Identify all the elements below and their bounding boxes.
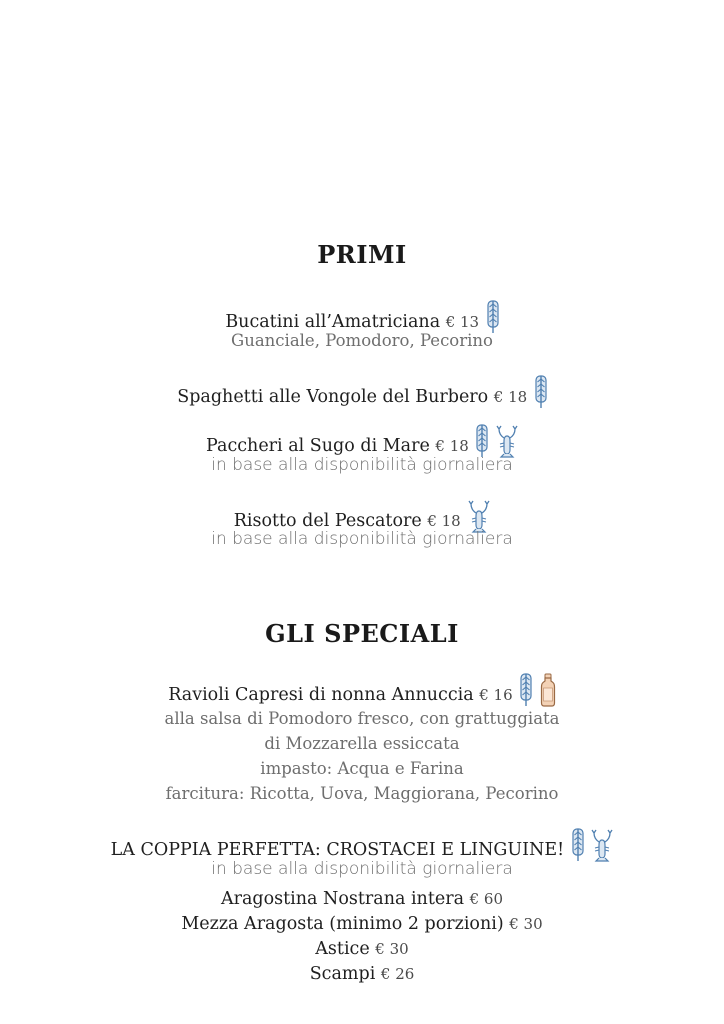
dish-name: Paccheri al Sugo di Mare	[206, 436, 430, 456]
wheat-icon	[476, 424, 488, 458]
milk-icon	[540, 673, 556, 707]
dish-name: LA COPPIA PERFETTA: CROSTACEI E LINGUINE!	[110, 840, 565, 860]
wheat-icon	[572, 828, 584, 862]
menu-item-coppia-perfetta	[0, 828, 724, 862]
dish-description: in base alla disponibilità giornaliera	[211, 859, 513, 879]
option-name: Aragostina Nostrana intera	[220, 889, 465, 909]
dish-description-line: impasto: Acqua e Farina	[260, 759, 464, 778]
menu-item-spaghetti	[0, 375, 724, 409]
dish-description-line: alla salsa di Pomodoro fresco, con grattuggiata	[164, 709, 560, 728]
option-aragostina	[0, 889, 724, 909]
dish-price: € 18	[493, 388, 528, 406]
allergen-icons	[474, 436, 518, 456]
dish-description-line: di Mozzarella essiccata	[264, 734, 460, 753]
option-name: Astice	[315, 939, 370, 959]
dish-name: Ravioli Capresi di nonna Annuccia	[168, 685, 474, 705]
wheat-icon	[487, 300, 499, 334]
option-price: € 30	[375, 940, 409, 958]
option-price: € 60	[469, 890, 504, 908]
allergen-icons	[485, 312, 499, 332]
dish-name: Risotto del Pescatore	[233, 511, 422, 531]
dish-price: € 16	[479, 686, 513, 704]
allergen-icons	[518, 685, 556, 705]
option-name: Mezza Aragosta (minimo 2 porzioni)	[181, 914, 504, 934]
option-mezza-aragosta	[0, 914, 724, 934]
option-price: € 26	[380, 965, 415, 983]
dish-name: Bucatini all’Amatriciana	[225, 312, 441, 332]
dish-price: € 13	[445, 313, 480, 331]
section-title-primi: PRIMI	[317, 240, 407, 269]
wheat-icon	[535, 375, 547, 409]
dish-price: € 18	[435, 437, 469, 455]
option-name: Scampi	[309, 964, 376, 984]
option-price: € 30	[509, 915, 543, 933]
dish-price: € 18	[427, 512, 461, 530]
menu-item-paccheri	[0, 424, 724, 458]
option-astice	[0, 939, 724, 959]
allergen-icons	[570, 840, 614, 860]
dish-name: Spaghetti alle Vongole del Burbero	[177, 387, 489, 407]
section-title-speciali: GLI SPECIALI	[265, 619, 459, 648]
crustacean-icon	[591, 828, 613, 862]
menu-item-ravioli	[0, 673, 724, 707]
allergen-icons	[466, 511, 490, 531]
option-scampi	[0, 964, 724, 984]
crustacean-icon	[496, 424, 518, 458]
dish-description: Guanciale, Pomodoro, Pecorino	[231, 331, 493, 350]
menu-item-risotto	[0, 499, 724, 533]
crustacean-icon	[468, 499, 490, 533]
wheat-icon	[520, 673, 532, 707]
dish-description-line: farcitura: Ricotta, Uova, Maggiorana, Pecorino	[165, 784, 559, 803]
allergen-icons	[533, 387, 547, 407]
dish-description: in base alla disponibilità giornaliera	[211, 455, 513, 475]
dish-description: in base alla disponibilità giornaliera	[211, 529, 513, 549]
menu-item-bucatini	[0, 300, 724, 334]
